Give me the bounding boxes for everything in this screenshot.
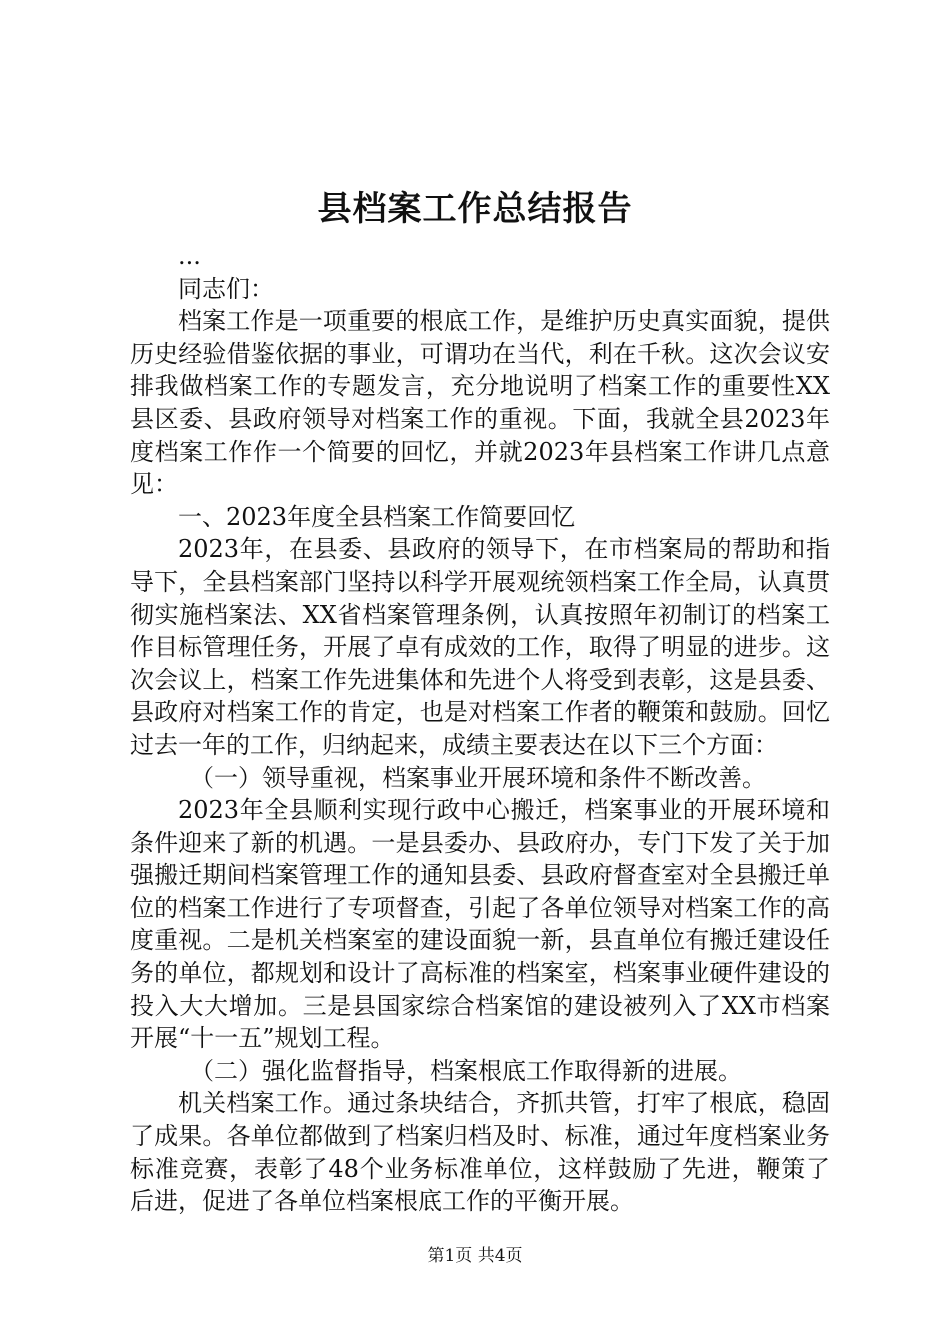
salutation: 同志们：	[178, 274, 274, 303]
document-title: 县档案工作总结报告	[317, 189, 633, 229]
document-body	[130, 240, 830, 1218]
ellipsis-line: ...	[178, 242, 201, 270]
section-heading-1: 一、2023年度全县档案工作简要回忆	[178, 502, 576, 531]
paragraph-agency-archives: 机关档案工作。通过条块结合，齐抓共管，打牢了根底，稳固了成果。各单位都做到了档案归档及时、标准，通过年度档案业务标准竞赛，表彰了48个业务标准单位，这样鼓励了先进，鞭策了后进，促进了各单位档案根底工作的平衡开展。	[130, 1089, 830, 1216]
subheading-2: （二）强化监督指导，档案根底工作取得新的进展。	[190, 1056, 742, 1085]
paragraph-intro: 档案工作是一项重要的根底工作，是维护历史真实面貌，提供历史经验借鉴依据的事业，可谓功在当代，利在千秋。这次会议安排我做档案工作的专题发言，充分地说明了档案工作的重要性XX县区委、县政府领导对档案工作的重视。下面，我就全县2023年度档案工作作一个简要的回忆，并就2023年县档案工作讲几点意见：	[130, 307, 830, 499]
paragraph-review: 2023年，在县委、县政府的领导下，在市档案局的帮助和指导下，全县档案部门坚持以科学开展观统领档案工作全局，认真贯彻实施档案法、XX省档案管理条例，认真按照年初制订的档案工作目标管理任务，开展了卓有成效的工作，取得了明显的进步。这次会议上，档案工作先进集体和先进个人将受到表彰，这是县委、县政府对档案工作的肯定，也是对档案工作者的鞭策和鼓励。回忆过去一年的工作，归纳起来，成绩主要表达在以下三个方面：	[130, 535, 830, 759]
subheading-1: （一）领导重视，档案事业开展环境和条件不断改善。	[190, 763, 766, 792]
paragraph-relocation: 2023年全县顺利实现行政中心搬迁，档案事业的开展环境和条件迎来了新的机遇。一是县委办、县政府办，专门下发了关于加强搬迁期间档案管理工作的通知县委、县政府督查室对全县搬迁单位的档案工作进行了专项督查，引起了各单位领导对档案工作的高度重视。二是机关档案室的建设面貌一新，县直单位有搬迁建设任务的单位，都规划和设计了高标准的档案室，档案事业硬件建设的投入大大增加。三是县国家综合档案馆的建设被列入了XX市档案开展“十一五”规划工程。	[130, 796, 830, 1053]
page-footer: 第1页 共4页	[427, 1246, 523, 1266]
